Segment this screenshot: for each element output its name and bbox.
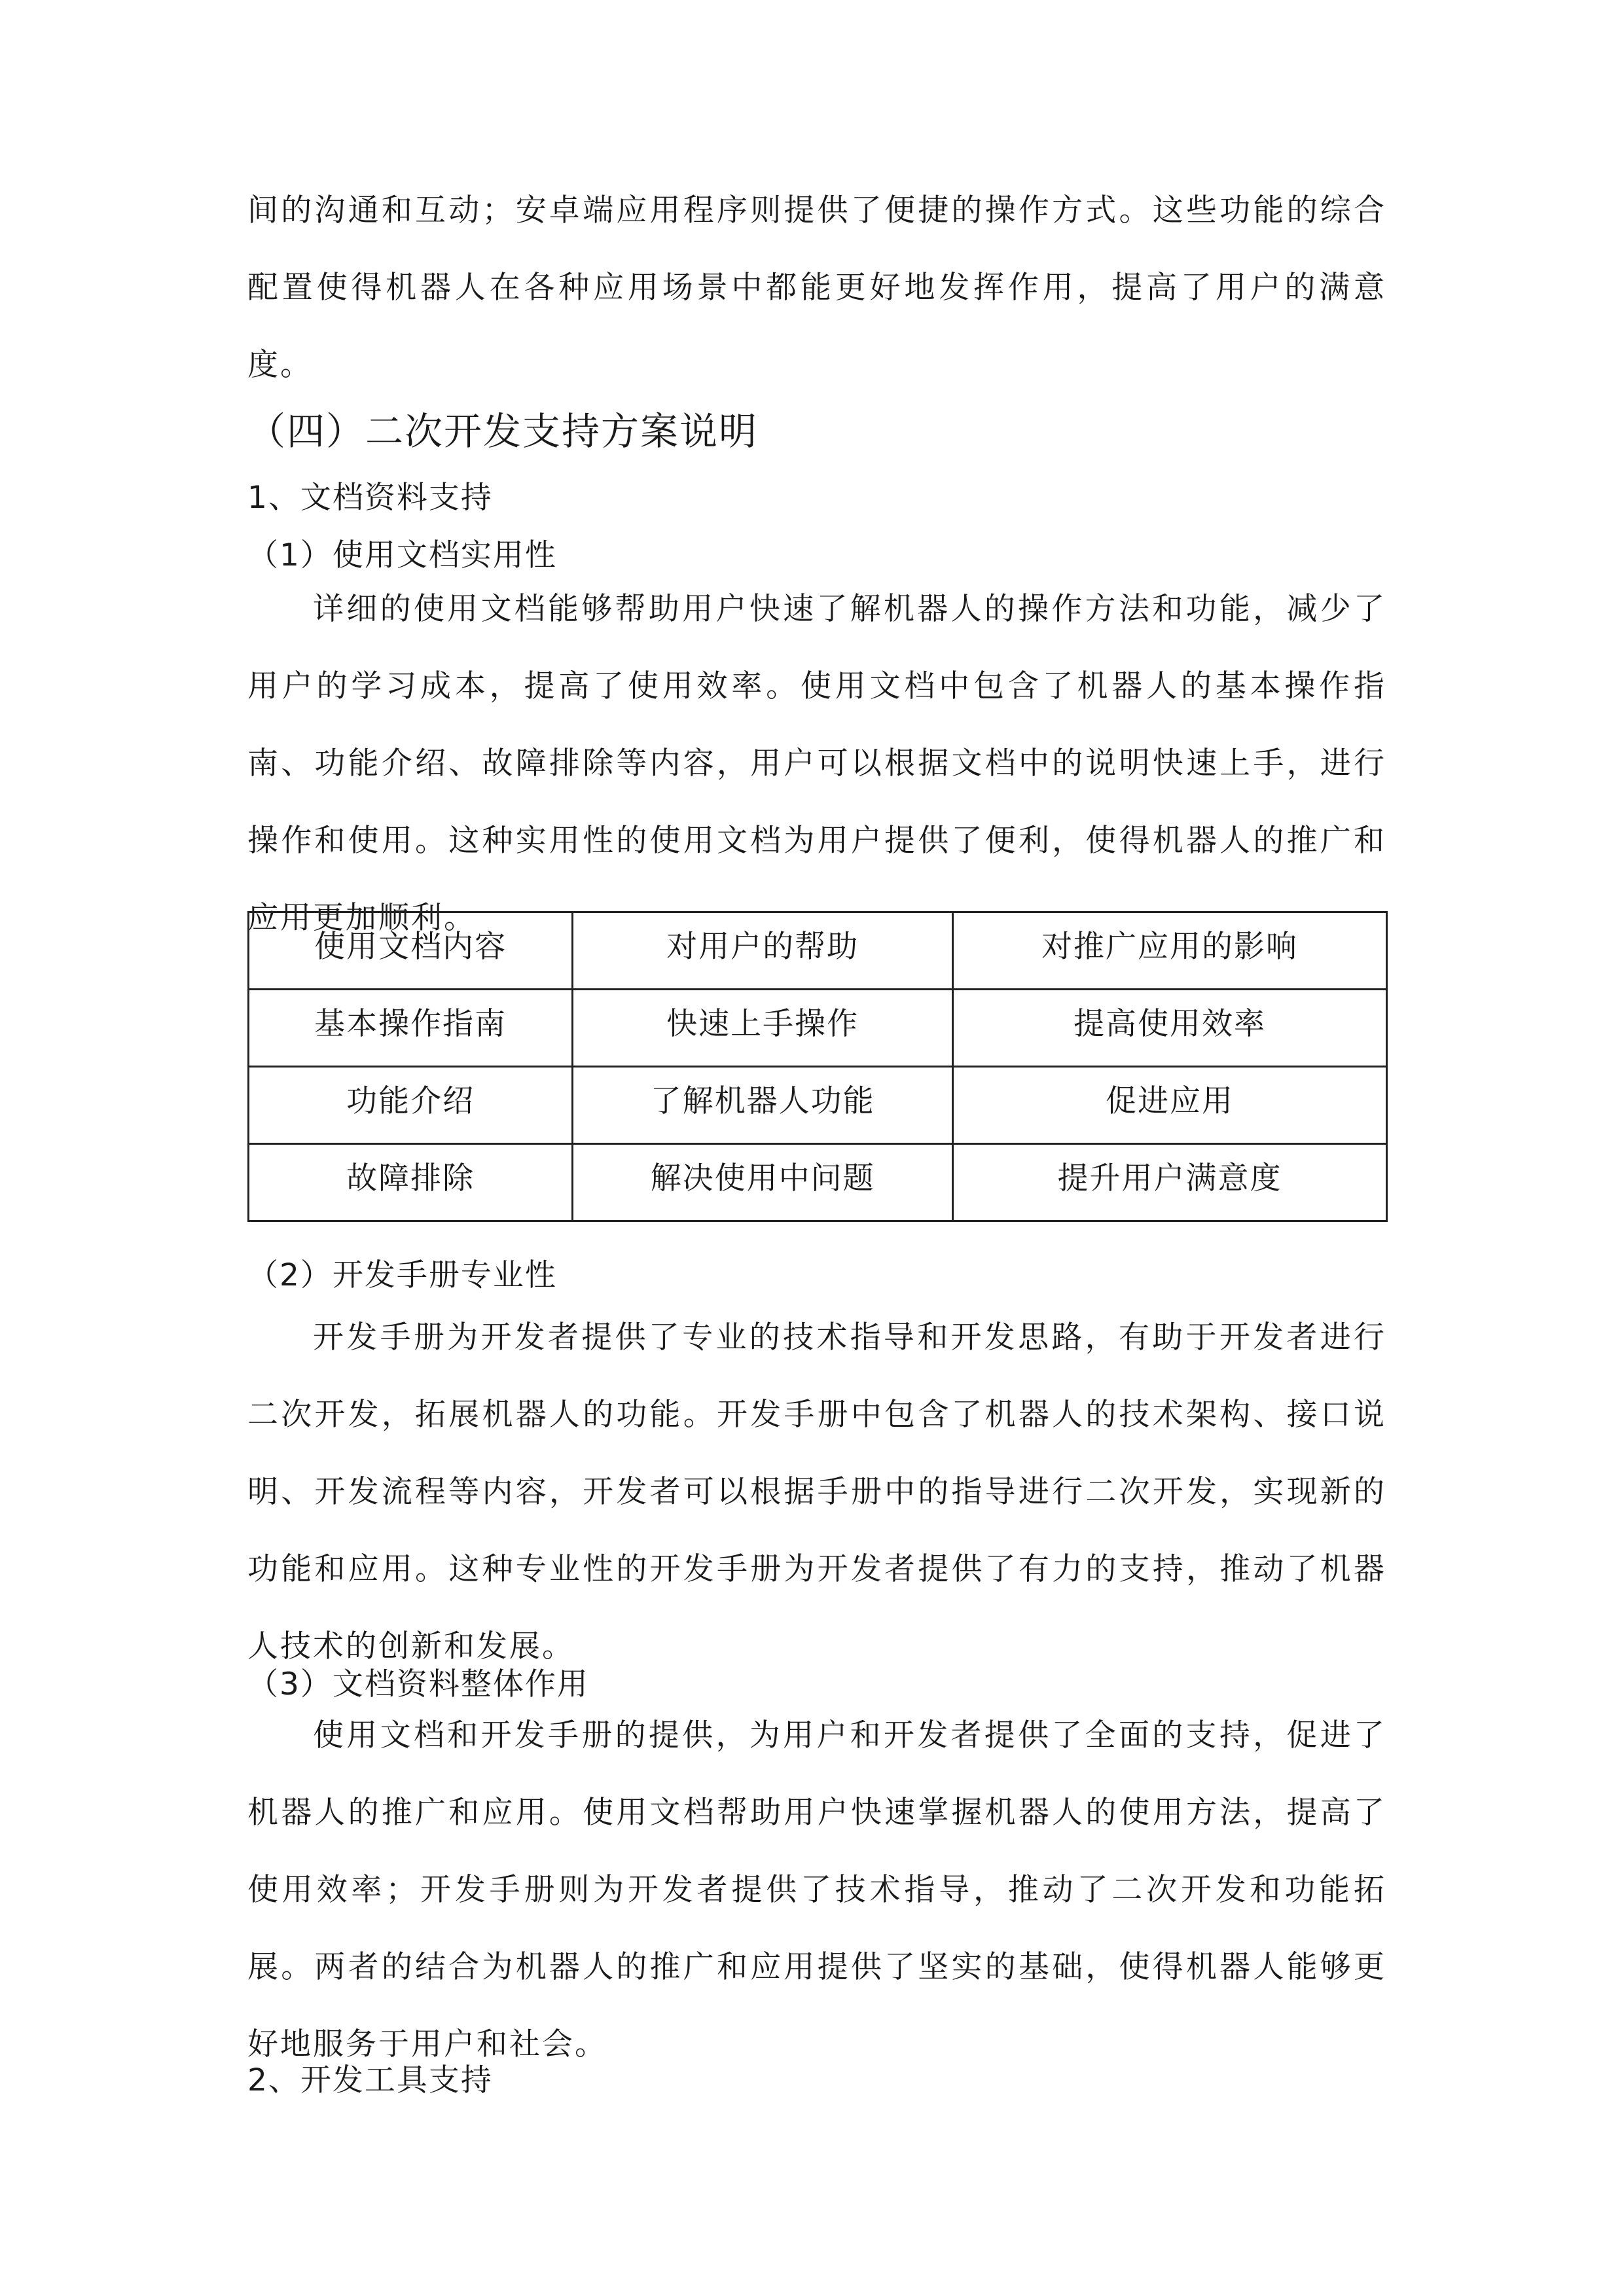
table-row <box>249 990 1387 1067</box>
item-1-title: （1）使用文档实用性 <box>247 537 557 573</box>
subsection-2-title: 2、开发工具支持 <box>247 2062 493 2098</box>
continuation-paragraph: 间的沟通和互动；安卓端应用程序则提供了便捷的操作方式。这些功能的综合配置使得机器人在各种应用场景中都能更好地发挥作用，提高了用户的满意度。 <box>247 192 1386 383</box>
table-cell: 提升用户满意度 <box>953 1144 1387 1221</box>
item-3-title: （3）文档资料整体作用 <box>247 1666 589 1702</box>
document-usage-table <box>247 911 1388 1222</box>
table-header-cell: 对推广应用的影响 <box>953 912 1387 990</box>
table-cell: 故障排除 <box>249 1144 573 1221</box>
table-cell: 提高使用效率 <box>953 990 1387 1067</box>
item-3-paragraph: 使用文档和开发手册的提供，为用户和开发者提供了全面的支持，促进了机器人的推广和应用。使用文档帮助用户快速掌握机器人的使用方法，提高了使用效率；开发手册则为开发者提供了技术指导，推动了二次开发和功能拓展。两者的结合为机器人的推广和应用提供了坚实的基础，使得机器人能够更好地服务于用户和社会。 <box>247 1717 1386 2062</box>
table-header-cell: 对用户的帮助 <box>573 912 953 990</box>
table-cell: 功能介绍 <box>249 1067 573 1144</box>
item-1-paragraph: 详细的使用文档能够帮助用户快速了解机器人的操作方法和功能，减少了用户的学习成本，提高了使用效率。使用文档中包含了机器人的基本操作指南、功能介绍、故障排除等内容，用户可以根据文档中的说明快速上手，进行操作和使用。这种实用性的使用文档为用户提供了便利，使得机器人的推广和应用更加顺利。 <box>247 591 1386 936</box>
section-heading: （四）二次开发支持方案说明 <box>247 409 759 454</box>
subsection-1-title: 1、文档资料支持 <box>247 480 493 516</box>
table-cell: 解决使用中问题 <box>573 1144 953 1221</box>
table-cell: 促进应用 <box>953 1067 1387 1144</box>
table-cell: 基本操作指南 <box>249 990 573 1067</box>
table-header-cell: 使用文档内容 <box>249 912 573 990</box>
table-row <box>249 1144 1387 1221</box>
item-2-title: （2）开发手册专业性 <box>247 1257 557 1293</box>
table-header-row <box>249 912 1387 990</box>
table-row <box>249 1067 1387 1144</box>
table-cell: 了解机器人功能 <box>573 1067 953 1144</box>
item-2-paragraph: 开发手册为开发者提供了专业的技术指导和开发思路，有助于开发者进行二次开发，拓展机器人的功能。开发手册中包含了机器人的技术架构、接口说明、开发流程等内容，开发者可以根据手册中的指导进行二次开发，实现新的功能和应用。这种专业性的开发手册为开发者提供了有力的支持，推动了机器人技术的创新和发展。 <box>247 1319 1386 1664</box>
table-cell: 快速上手操作 <box>573 990 953 1067</box>
